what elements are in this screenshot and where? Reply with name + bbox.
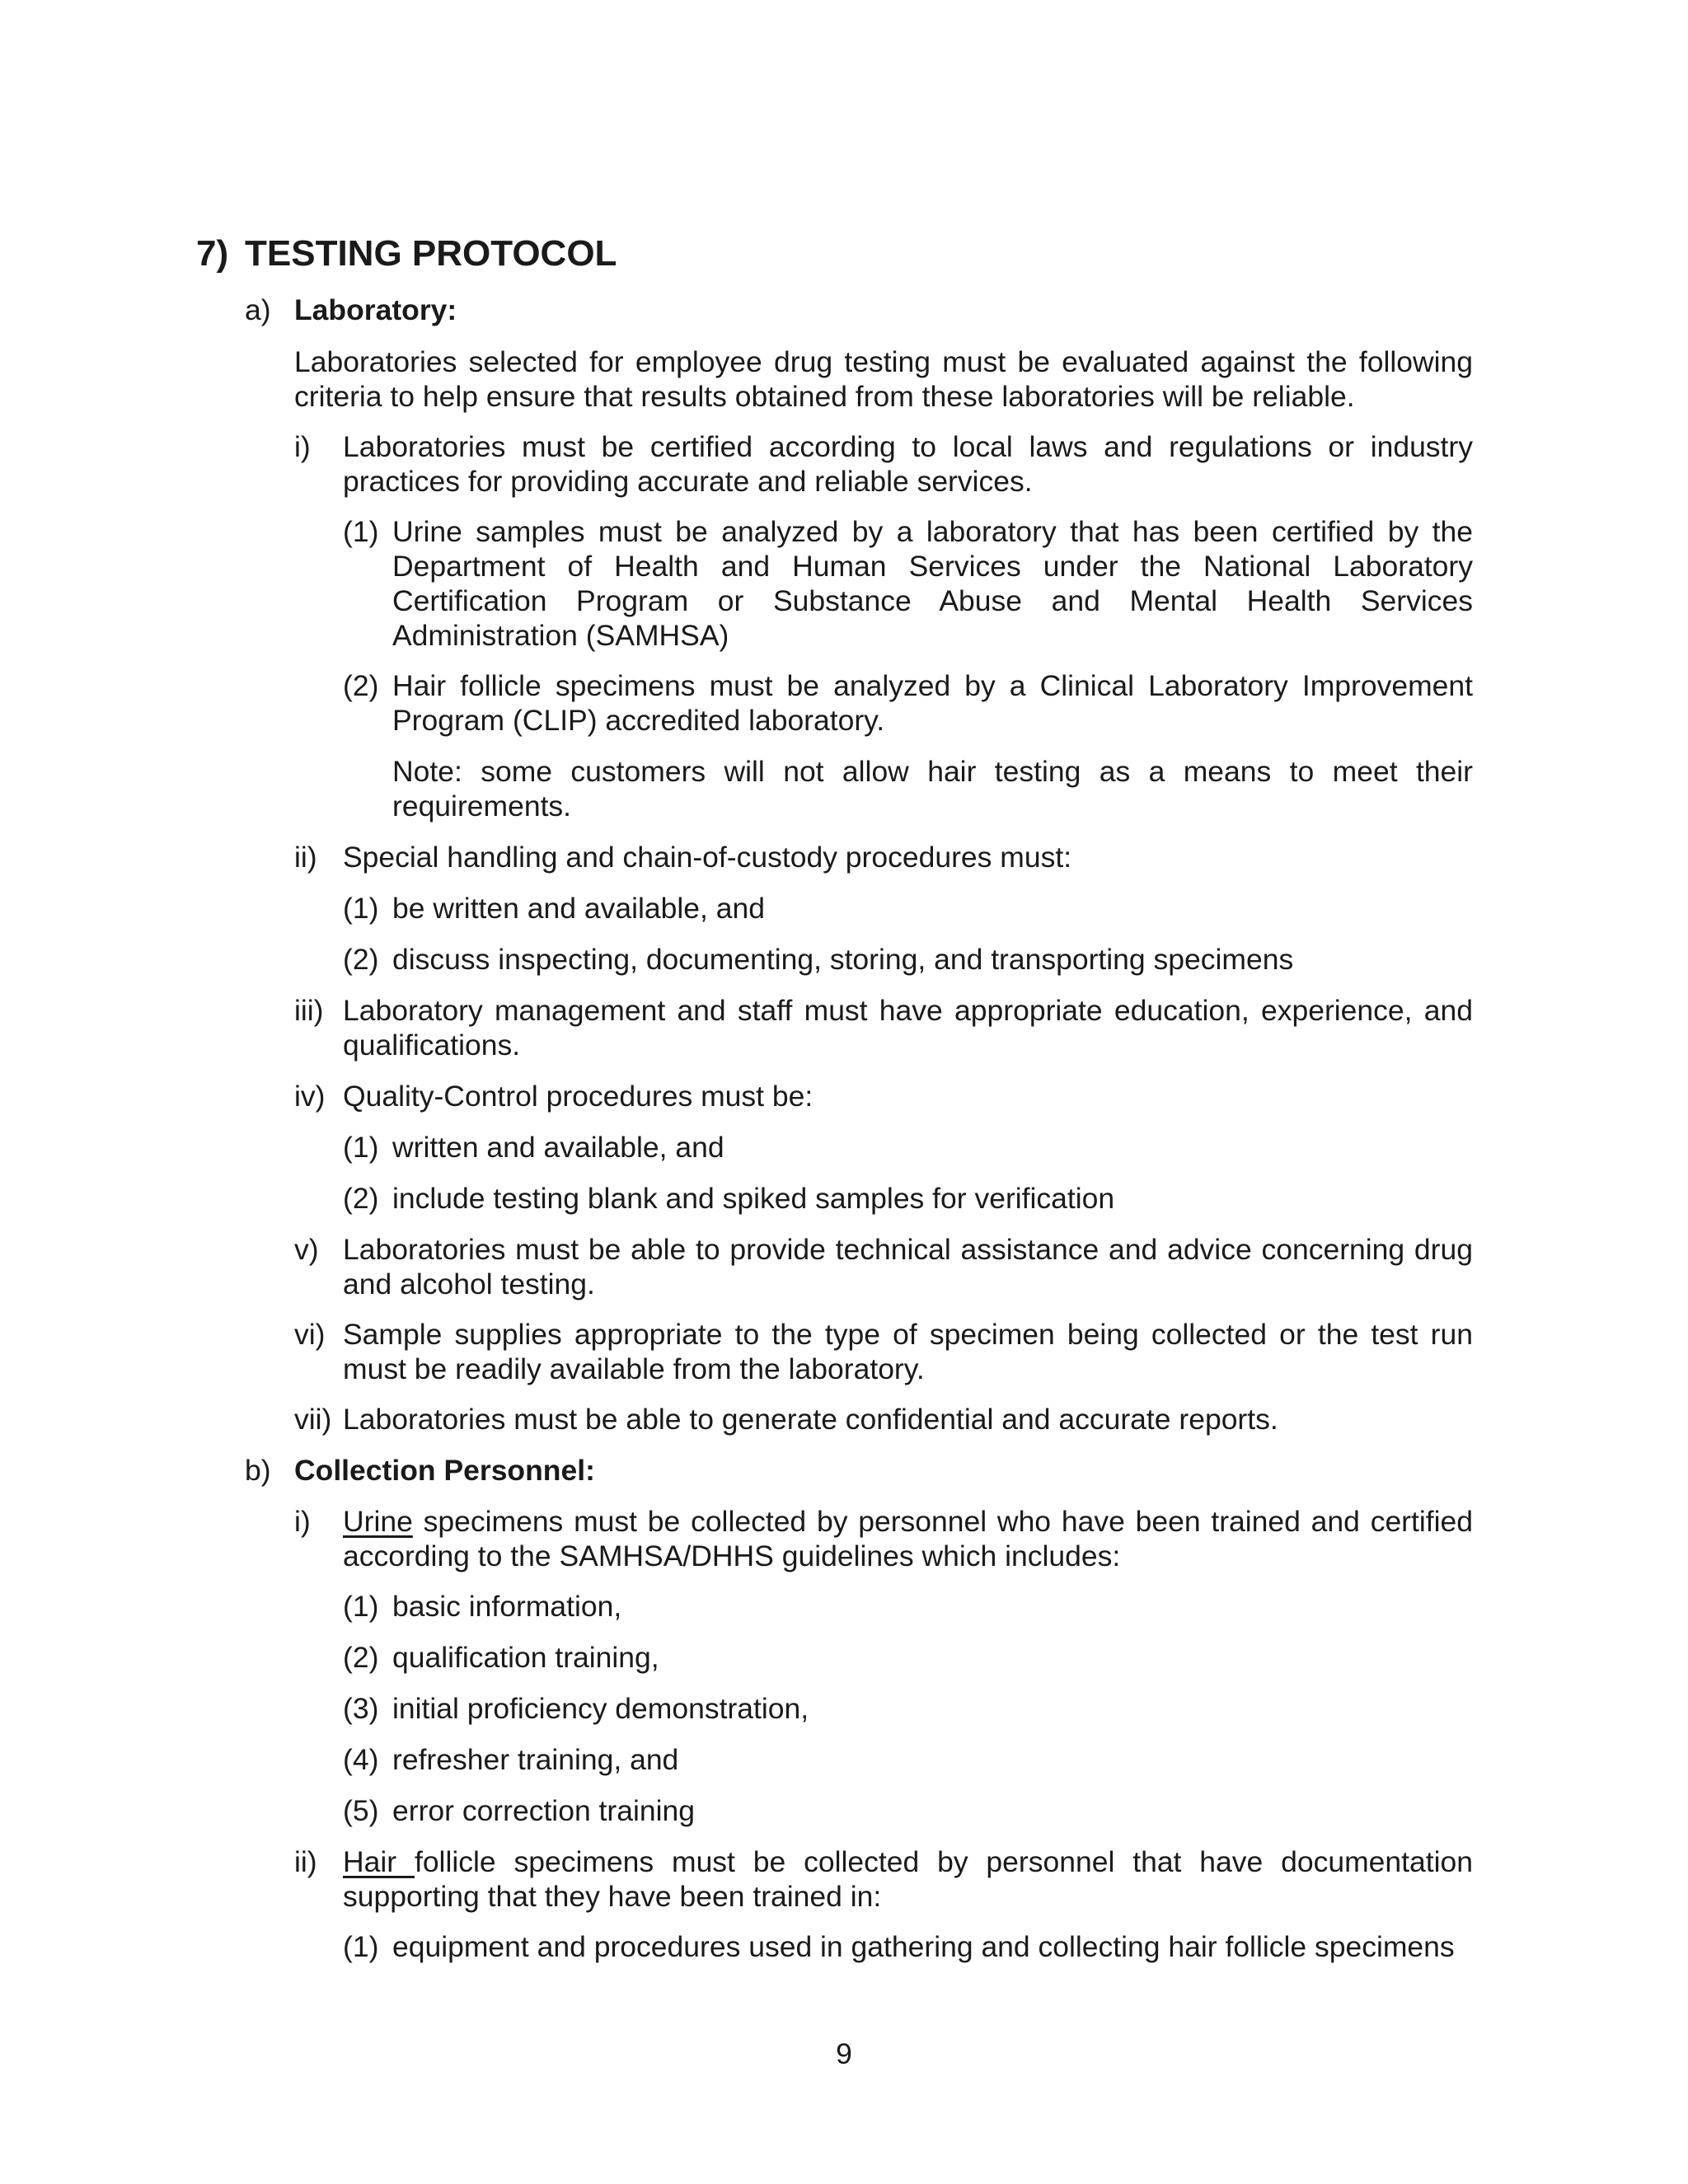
list-text: Laboratories must be certified according to local laws and regulations or industry practices for providing accurate and reliable services. [343, 430, 1473, 498]
list-marker: (1) [343, 892, 379, 925]
list-marker: v) [294, 1233, 319, 1266]
list-text-rest: specimens must be collected by personnel who have been trained and certified according to the SAMHSA/DHHS guidelines which includes: [343, 1505, 1473, 1572]
list-text [343, 1504, 1473, 1573]
list-marker: (1) [343, 1590, 379, 1623]
list-marker: iv) [294, 1080, 326, 1113]
list-text: Urine samples must be analyzed by a laboratory that has been certified by the Department of Health and Human Services under the National Laboratory Certification Program or Substance Abuse and Mental Health Services Administration (SAMHSA) [392, 515, 1473, 652]
list-marker: (5) [343, 1794, 379, 1827]
subsection-a-marker: a) [245, 293, 271, 326]
list-marker: (1) [343, 1131, 379, 1164]
subsection-a-title: Laboratory: [294, 293, 457, 326]
section-title: TESTING PROTOCOL [245, 233, 617, 274]
list-text: include testing blank and spiked samples for verification [392, 1182, 1115, 1215]
list-text: qualification training, [392, 1641, 659, 1674]
list-marker: (2) [343, 943, 379, 976]
subsection-b-marker: b) [245, 1454, 271, 1487]
list-marker: (3) [343, 1692, 379, 1725]
list-marker: ii) [294, 1845, 317, 1878]
list-text: Hair follicle specimens must be analyzed by a Clinical Laboratory Improvement Program (CLIP) accredited laboratory. [392, 669, 1473, 737]
list-text: Special handling and chain-of-custody procedures must: [343, 841, 1072, 874]
intro-paragraph: Laboratories selected for employee drug testing must be evaluated against the following criteria to help ensure that results obtained from these laboratories will be reliable. [294, 345, 1473, 413]
underlined-term: Urine [343, 1505, 413, 1538]
list-text: Laboratories must be able to provide technical assistance and advice concerning drug and alcohol testing. [343, 1233, 1473, 1301]
list-text: written and available, and [392, 1131, 724, 1164]
list-text: error correction training [392, 1794, 695, 1827]
list-text: equipment and procedures used in gathering and collecting hair follicle specimens [392, 1930, 1455, 1963]
list-text: Laboratory management and staff must have appropriate education, experience, and qualifications. [343, 994, 1473, 1062]
list-text: refresher training, and [392, 1743, 679, 1776]
list-marker: (1) [343, 515, 379, 548]
note-text: Note: some customers will not allow hair testing as a means to meet their requirements. [392, 755, 1473, 823]
list-text: be written and available, and [392, 892, 765, 925]
list-marker: i) [294, 1505, 311, 1538]
list-marker: iii) [294, 994, 324, 1027]
list-marker: (4) [343, 1743, 379, 1776]
section-number: 7) [196, 233, 229, 274]
list-marker: (2) [343, 669, 379, 702]
list-marker: (2) [343, 1182, 379, 1215]
list-text-rest: follicle specimens must be collected by personnel that have documentation supporting that they have been trained in: [343, 1845, 1473, 1913]
list-marker: (2) [343, 1641, 379, 1674]
subsection-b-title: Collection Personnel: [294, 1454, 595, 1487]
list-text: Quality-Control procedures must be: [343, 1080, 814, 1113]
list-text: basic information, [392, 1590, 622, 1623]
page-number: 9 [836, 2037, 852, 2070]
list-text: Sample supplies appropriate to the type of specimen being collected or the test run must be readily available from the laboratory. [343, 1318, 1473, 1385]
list-marker: vii) [294, 1403, 332, 1436]
list-marker: (1) [343, 1930, 379, 1963]
list-marker: i) [294, 430, 311, 463]
list-text: discuss inspecting, documenting, storing, and transporting specimens [392, 943, 1294, 976]
list-text [343, 1844, 1473, 1914]
list-marker: ii) [294, 841, 317, 874]
underlined-term: Hair [343, 1845, 415, 1878]
list-marker: vi) [294, 1318, 326, 1351]
list-text: initial proficiency demonstration, [392, 1692, 809, 1725]
list-text: Laboratories must be able to generate confidential and accurate reports. [343, 1403, 1278, 1436]
